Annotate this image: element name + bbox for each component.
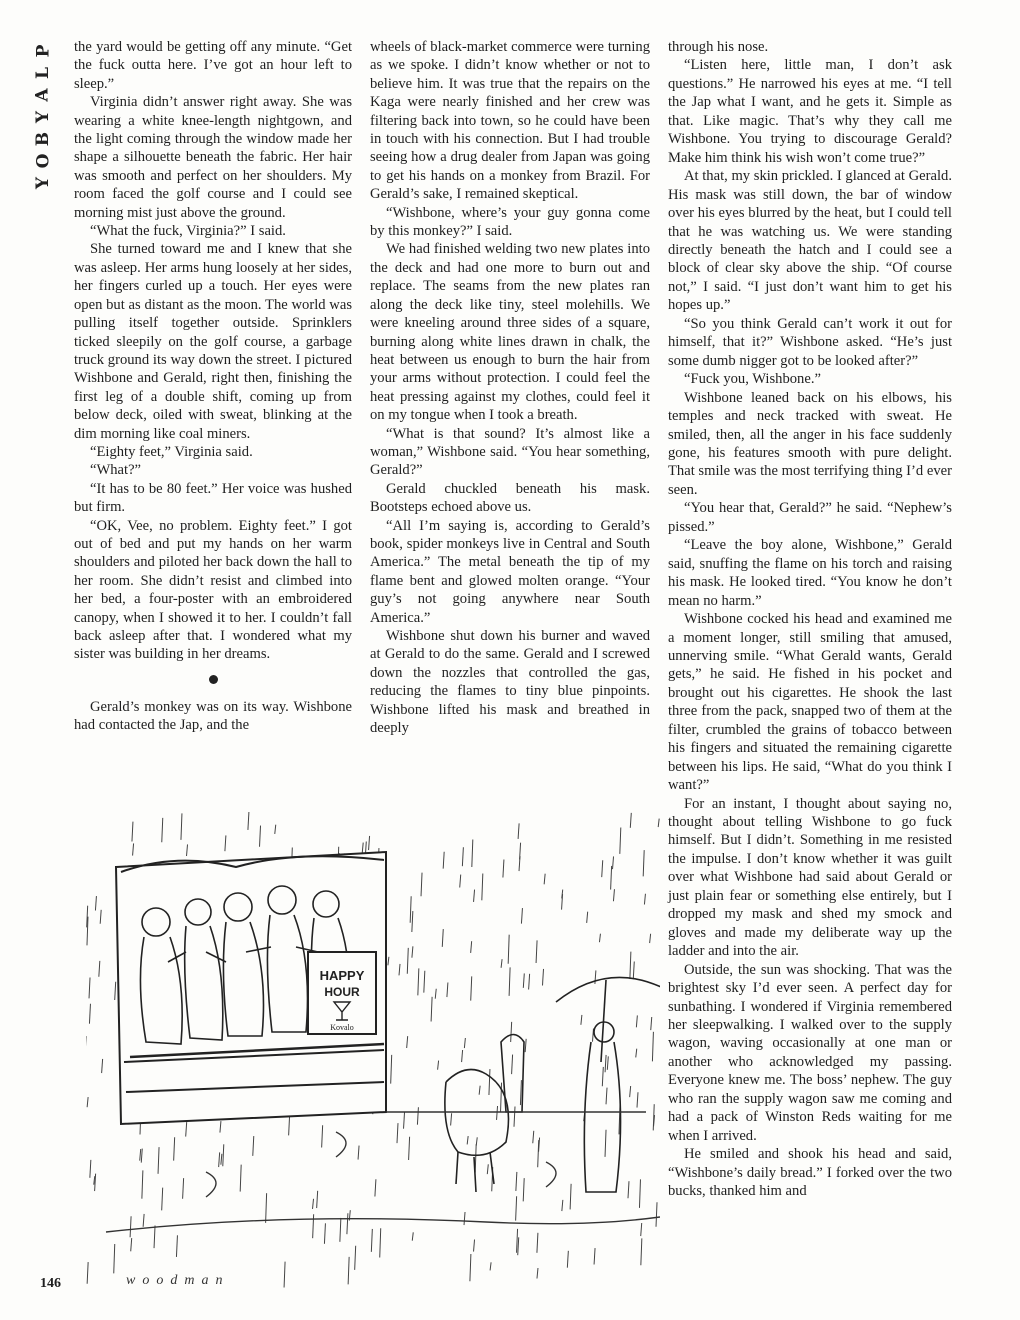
rain-stroke [536, 940, 537, 963]
rain-stroke [348, 1257, 349, 1284]
rain-stroke [187, 844, 188, 856]
paragraph: “Wishbone, where’s your guy gonna come by this monkey?” I said. [370, 204, 650, 240]
rain-stroke [313, 1214, 314, 1238]
rain-stroke [412, 1232, 413, 1240]
rain-stroke [158, 1147, 159, 1174]
rain-stroke [570, 1184, 571, 1210]
paragraph: wheels of black-market commerce were turning as we spoke. I didn’t know whether or not to believe him. It was true that the repairs on the Kaga were nearly finished and her crew was filtering back into town, so he could have been in touch with his connection. But I had trouble seeing how a drug dealer from Japan was going to get his hands on a monkey from Brazil. For Gerald’s sake, I remained skeptical. [370, 39, 650, 203]
rain-stroke [537, 1268, 538, 1279]
sign-signature: Kovalo [330, 1023, 354, 1032]
rain-stroke [633, 961, 634, 979]
artist-signature: woodman [126, 1273, 230, 1288]
text-column-1 [74, 38, 352, 735]
rain-stroke [154, 1226, 155, 1249]
rain-stroke [501, 959, 502, 968]
rain-stroke [487, 1164, 488, 1174]
rain-stroke [602, 860, 603, 877]
rain-stroke [412, 911, 413, 932]
rain-stroke [355, 1246, 356, 1270]
rain-stroke [562, 1200, 563, 1211]
rain-stroke [186, 1122, 187, 1137]
rain-stroke [132, 822, 133, 842]
rain-stroke [162, 1188, 163, 1211]
rain-stroke [472, 840, 473, 867]
rain-stroke [133, 843, 134, 855]
rain-stroke [523, 973, 524, 987]
rain-stroke [142, 1170, 143, 1198]
rain-stroke [474, 1240, 475, 1252]
magazine-label-letter: O [33, 153, 53, 169]
rain-stroke [442, 929, 443, 947]
paragraph: “What the fuck, Virginia?” I said. [90, 223, 286, 240]
rain-stroke [397, 1123, 398, 1143]
rain-stroke [322, 1125, 323, 1147]
rain-stroke [289, 1115, 290, 1136]
rain-stroke [639, 1179, 640, 1207]
paragraph: For an instant, I thought about saying no, thought about telling Wishbone to go fuck himself. But I didn’t. Something in me resisted the impulse. I don’t know whether it was guilt over what Wishbone had said about Gerald or just plain fear or something else entirely, but I dropped my mask and shed my smock and gloves and made my deliberate way up the ladder and into the air. [668, 795, 952, 960]
rain-stroke [131, 1238, 132, 1251]
paragraph: Wishbone shut down his burner and waved at Gerald to do the same. Gerald and I screwed down the nozzles that controlled the gas, reducing the flames to tiny blue pinpoints. Wishbone lifted his mask and breathed in deeply [370, 628, 650, 737]
rain-stroke [284, 1262, 285, 1288]
text-column-3 [668, 38, 952, 1201]
rain-stroke [613, 889, 614, 901]
rain-stroke [521, 908, 522, 924]
rain-stroke [253, 1136, 254, 1156]
rain-stroke [404, 1112, 405, 1129]
rain-stroke [100, 910, 101, 924]
rain-stroke [471, 941, 472, 953]
rain-stroke [511, 1022, 512, 1042]
rain-stroke [409, 1137, 410, 1160]
rain-stroke [464, 1038, 465, 1048]
rain-stroke [567, 1251, 568, 1268]
rain-stroke [514, 1107, 515, 1127]
rain-stroke [644, 894, 645, 905]
magazine-label-letter: P [32, 44, 53, 58]
paragraph: “So you think Gerald can’t work it out for himself, that it?” Wishbone asked. “He’s just some dumb nigger got to be looked after?” [668, 315, 952, 369]
rain-stroke [658, 819, 659, 828]
rain-stroke [89, 978, 90, 999]
rain-stroke [313, 1199, 314, 1209]
paragraph: “All I’m saying is, according to Gerald’s book, spider monkeys live in Central and South America.” The metal beneath the tip of my flame bent and glowed molten orange. “Your guy’s not going anywhere near South America.” [370, 517, 650, 626]
paragraph: “Leave the boy alone, Wishbone,” Gerald said, snuffing the flame on his torch and raising his mask. He looked tired. “You know he don’t mean no harm.” [668, 537, 952, 609]
paragraph: Wishbone leaned back on his elbows, his temples and neck tracked with sweat. He smiled, then, all the anger in his face suddenly gone, his features smooth with pure delight. That smile was the most terrifying thing I’d ever seen. [668, 389, 952, 498]
rain-stroke [656, 1202, 657, 1227]
sign-line-1: HAPPY [319, 968, 365, 983]
rain-stroke [435, 989, 436, 999]
rain-stroke [340, 1218, 341, 1242]
rain-stroke [594, 1248, 595, 1264]
paragraph: Gerald’s monkey was on its way. Wishbone had contacted the Jap, and the [74, 698, 352, 734]
rain-stroke [176, 1235, 177, 1257]
rain-stroke [443, 852, 444, 869]
rain-stroke [605, 1055, 606, 1072]
rain-stroke [248, 812, 249, 830]
text-column-2 [370, 38, 650, 737]
paragraph: the yard would be getting off any minute. “Get the fuck outta here. I’ve got an hour left to sleep.” [74, 39, 352, 92]
rain-stroke [636, 1049, 637, 1058]
rain-stroke [99, 961, 100, 977]
rain-stroke [266, 1193, 267, 1223]
rain-stroke [542, 969, 543, 986]
rain-stroke [369, 836, 370, 850]
rain-stroke [607, 1056, 608, 1069]
rain-stroke [630, 952, 631, 979]
rain-stroke [517, 1229, 518, 1253]
rain-stroke [497, 1106, 498, 1120]
magazine-label-letter: Y [32, 176, 53, 190]
rain-stroke [641, 1238, 642, 1265]
paragraph: Wishbone cocked his head and examined me a moment longer, still smiling that amused, unnerving smile. “What Gerald wants, Gerald gets,” he said. He fished in his pocket and brought out his cigarettes. He shook the last three from the pack, snapped two of them at the filter, crumbled the grains of tobacco between his fingers and situated the remaining cigarette between his lips. He said, “What do you think I want?” [668, 611, 952, 794]
rain-stroke [587, 912, 588, 923]
rain-stroke [225, 835, 226, 851]
magazine-vertical-label [30, 40, 58, 194]
rain-stroke [95, 896, 96, 910]
rain-stroke [516, 1172, 517, 1191]
rain-stroke [479, 1086, 480, 1095]
rain-stroke [467, 1136, 468, 1144]
rain-stroke [595, 970, 596, 983]
rain-stroke [89, 1004, 90, 1024]
rain-stroke [431, 997, 432, 1022]
paragraph: We had finished welding two new plates into the deck and had one more to burn out and replace. The seams from the new plates ran along the deck like tiny, steel molehills. We were kneeling around three sides of a square, burning along white lines drawn in chalk, the heat between us enough to burn the hair from your arms without protection. I could feel the heat pressing against my clothes, could feel it on my tongue when I took a breath. [370, 241, 650, 424]
paragraph: Gerald chuckled beneath his mask. Bootsteps echoed above us. [370, 480, 650, 516]
rain-stroke [581, 1015, 582, 1025]
rain-stroke [141, 1149, 142, 1163]
rain-stroke [538, 1140, 539, 1167]
rain-stroke [223, 1144, 224, 1166]
rain-stroke [407, 948, 408, 974]
paragraph: Virginia didn’t answer right away. She was wearing a white knee-length nightgown, and the light coming through the window made her shape a silhouette beneath the fabric. Her hair was smooth and perfect on her shoulders. My room faced the golf course and I could see morning mist just above the ground. [74, 94, 352, 221]
section-break-dot [209, 675, 218, 684]
rain-stroke [418, 968, 419, 995]
rain-stroke [605, 1130, 606, 1157]
paragraph: Outside, the sun was shocking. That was the brightest sky I’d ever seen. A perfect day for sunbathing. I wondered if Virginia remembered her sleepwalking. I walked over to the supply wagon, waving occasionally at one man or another who acknowledged my passing. Everyone knew me. The boss’ nephew. The guy who ran the supply wagon saw me coming and had a pack of Winston Reds waiting for me when I arrived. [668, 961, 952, 1144]
rain-stroke [652, 1032, 653, 1062]
rain-stroke [518, 1237, 519, 1255]
magazine-label-letter: A [32, 88, 53, 102]
paragraph: “You hear that, Gerald?” he said. “Nephew’s pissed.” [668, 500, 952, 535]
rain-stroke [412, 946, 413, 957]
rain-stroke [90, 1160, 91, 1178]
rain-stroke [324, 1223, 325, 1244]
rain-stroke [525, 1039, 526, 1052]
rain-stroke [219, 1152, 220, 1167]
rain-stroke [371, 1229, 372, 1252]
rain-stroke [650, 934, 651, 943]
rain-stroke [602, 1067, 603, 1086]
rain-stroke [628, 1181, 629, 1198]
rain-stroke [611, 866, 612, 890]
rain-stroke [183, 1178, 184, 1199]
rain-stroke [375, 1179, 376, 1196]
rain-stroke [630, 1086, 631, 1097]
paragraph: At that, my skin prickled. I glanced at Gerald. His mask was still down, the bar of window over his eyes blurred by the heat, but I could tell that he was watching us. We were standing directly beneath the hatch and I could see a block of clear sky above the ship. “Of course not,” I said. “I just don’t want him to get his hopes up.” [668, 168, 952, 314]
rain-stroke [140, 1149, 141, 1161]
rain-stroke [399, 964, 400, 975]
rain-stroke [651, 1017, 652, 1030]
page-number: 146 [40, 1276, 61, 1291]
rain-stroke [87, 1097, 88, 1107]
paragraph: “OK, Vee, no problem. Eighty feet.” I got out of bed and put my hands on her warm shoulders and piloted her back down the hall to her room. She didn’t resist and climbed into her bed, a four-poster with an embroidered canopy, when I showed it to her. I couldn’t fall back asleep after that. I wondered what my sister was building in her dreams. [74, 517, 352, 663]
rain-stroke [260, 826, 261, 847]
rain-stroke [143, 1214, 144, 1227]
rain-stroke [181, 813, 182, 840]
rain-stroke [512, 1055, 513, 1075]
rain-stroke [637, 1092, 638, 1107]
rain-stroke [380, 1228, 381, 1257]
rain-stroke [115, 982, 116, 1000]
rain-stroke [544, 874, 545, 885]
rain-stroke [417, 1107, 418, 1124]
rain-stroke [523, 1178, 524, 1201]
paragraph: “Listen here, little man, I don’t ask questions.” He narrowed his eyes at me. “I tell the Jap what I want, and he gets it. Simple as that. Like magic. That’s why they call me Wishbone. You trying to discourage Gerald? Make him think his wish won’t come true?” [668, 57, 952, 166]
rain-stroke [451, 1113, 452, 1125]
rain-stroke [489, 1069, 490, 1095]
rain-stroke [462, 1050, 463, 1062]
rain-stroke [599, 934, 600, 943]
rain-stroke [643, 850, 644, 876]
rain-stroke [220, 1121, 221, 1132]
rain-stroke [410, 896, 411, 922]
rain-stroke [516, 1196, 517, 1220]
rain-stroke [503, 859, 504, 877]
rain-stroke [471, 976, 472, 1000]
rain-stroke [636, 1015, 637, 1027]
rain-stroke [537, 1233, 538, 1253]
rain-stroke [407, 1036, 408, 1048]
paragraph: “What is that sound? It’s almost like a woman,” Wishbone said. “You hear something, Gerald?” [370, 425, 650, 479]
rain-stroke [391, 1055, 392, 1084]
rain-stroke [470, 1254, 471, 1281]
rain-stroke [221, 1154, 222, 1165]
rain-stroke [424, 971, 425, 993]
rain-stroke [508, 935, 509, 964]
rain-stroke [358, 1146, 359, 1160]
rain-stroke [613, 856, 614, 869]
rain-stroke [174, 1137, 175, 1160]
rain-stroke [275, 825, 276, 834]
rain-stroke [87, 1262, 88, 1284]
rain-stroke [490, 1262, 491, 1270]
paragraph: “What?” [90, 462, 142, 479]
rain-stroke [388, 957, 389, 965]
rain-stroke [240, 1165, 241, 1192]
rain-stroke [114, 1244, 115, 1273]
paragraph: “It has to be 80 feet.” Her voice was hushed but firm. [74, 480, 352, 516]
rain-stroke [518, 823, 519, 839]
rain-stroke [102, 1059, 103, 1073]
magazine-label-letter: Y [32, 110, 53, 124]
rain-stroke [509, 967, 510, 995]
rain-stroke [482, 873, 483, 900]
rain-stroke [447, 982, 448, 997]
rain-stroke [162, 818, 163, 842]
magazine-label-letter: L [32, 67, 53, 79]
rain-stroke [464, 1212, 465, 1225]
rain-stroke [474, 890, 475, 902]
rain-stroke [421, 873, 422, 897]
paragraph: She turned toward me and I knew that she was asleep. Her arms hung loosely at her sides, her fingers curled up a touch. Her eyes were open but as distant as the moon. The world was pulling itself together outside. Sprinklers ticked sleepily on the golf course, a garbage truck ground its way down the street. I pictured Wishbone and Gerald, right then, finishing the first leg of a double shift, coming up from below deck, oiled with sweat, blinking at the dim morning like coal miners. [74, 241, 352, 442]
rain-stroke [533, 1131, 534, 1143]
rain-stroke [529, 974, 530, 990]
rain-stroke [317, 1191, 318, 1208]
rain-stroke [460, 875, 461, 888]
rain-stroke [362, 843, 363, 854]
sign-line-2: HOUR [324, 985, 360, 999]
rain-stroke [438, 1061, 439, 1070]
rain-stroke [520, 1080, 521, 1105]
paragraph: “Eighty feet,” Virginia said. [90, 443, 253, 460]
paragraph: “Fuck you, Wishbone.” [684, 371, 821, 388]
rain-stroke [606, 1088, 607, 1105]
cartoon-illustration [86, 812, 660, 1292]
rain-stroke [620, 828, 621, 854]
rain-stroke [130, 1216, 131, 1237]
magazine-label-letter: B [33, 131, 53, 147]
rain-stroke [462, 847, 463, 866]
rain-stroke [347, 1213, 348, 1234]
paragraph: through his nose. [668, 39, 769, 55]
rain-stroke [641, 1223, 642, 1236]
rain-stroke [630, 813, 631, 828]
paragraph: He smiled and shook his head and said, “Wishbone’s daily bread.” I forked over the two bucks, thanked him and [668, 1146, 952, 1200]
